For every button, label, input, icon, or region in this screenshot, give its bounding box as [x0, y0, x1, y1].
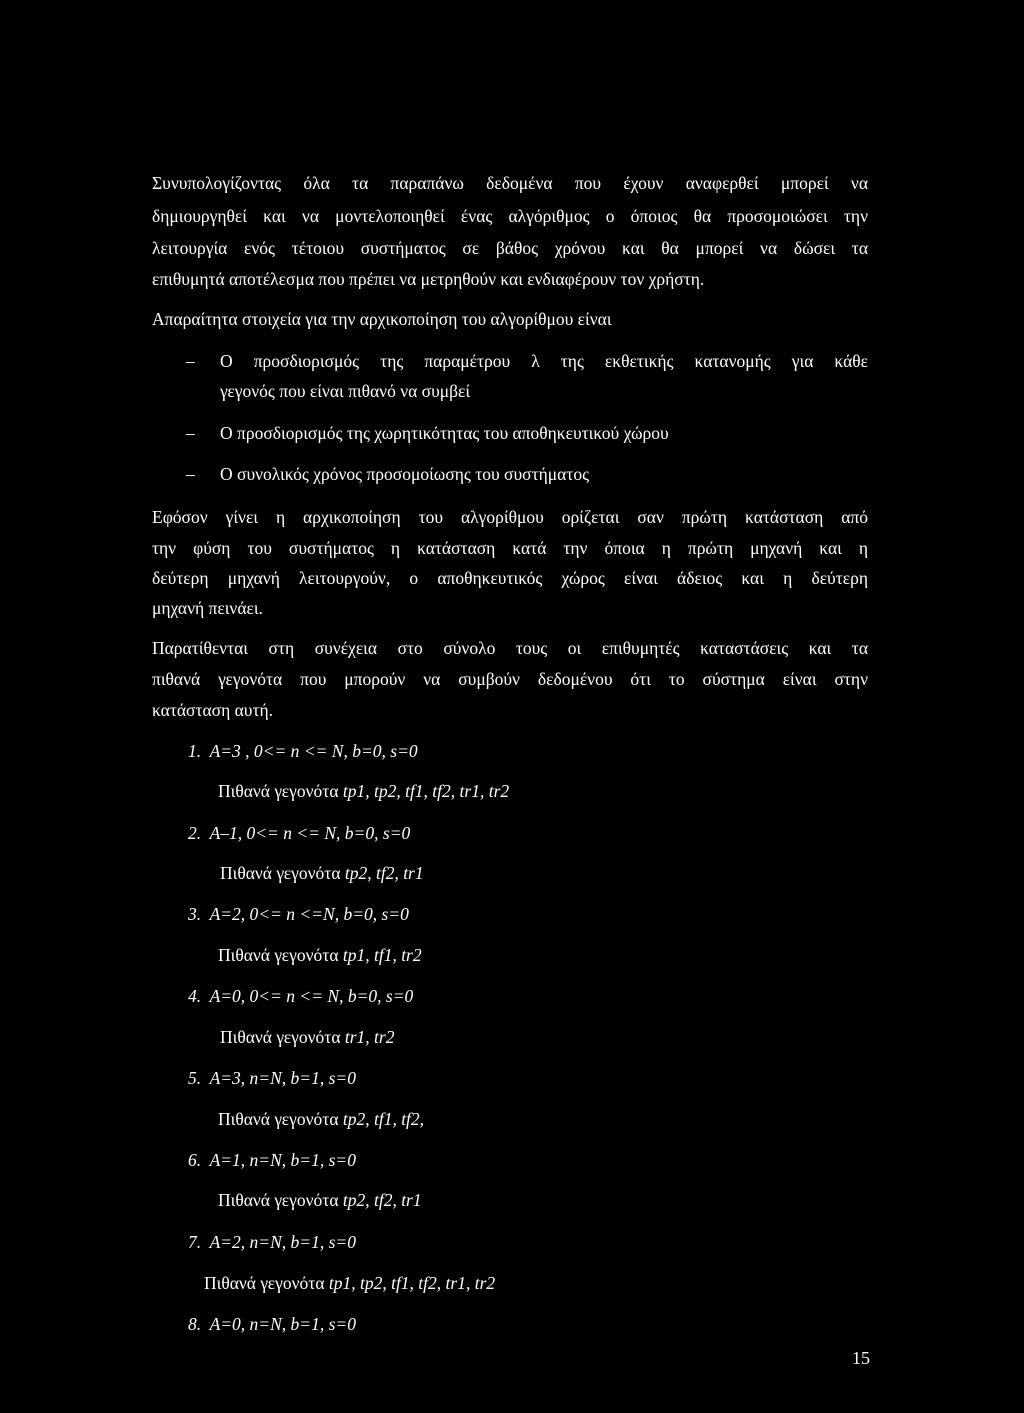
- bullet-1-line-1: Ο προσδιορισμός της παραμέτρου λ της εκθετικής κατανομής για κάθε: [220, 351, 868, 371]
- paragraph-1-line-1: Συνυπολογίζοντας όλα τα παραπάνω δεδομένα που έχουν αναφερθεί μπορεί να: [152, 173, 868, 193]
- state-condition: A–1, 0<= n <= N, b=0, s=0: [209, 823, 411, 843]
- bullet-1-dash: –: [186, 351, 195, 371]
- state-condition: A=0, n=N, b=1, s=0: [209, 1314, 356, 1334]
- state-item-5: [188, 1067, 356, 1089]
- paragraph-1-line-3: λειτουργία ενός τέτοιου συστήματος σε βάθος χρόνου και θα μπορεί να δώσει τα: [152, 238, 868, 258]
- events-label: Πιθανά γεγονότα: [218, 1109, 339, 1129]
- paragraph-4-line-2: πιθανά γεγονότα που μπορούν να συμβούν δεδομένου ότι το σύστημα είναι στην: [152, 669, 868, 689]
- state-item-3: [188, 903, 409, 925]
- state-events-4: [220, 1026, 394, 1048]
- state-condition: A=2, n=N, b=1, s=0: [209, 1232, 356, 1252]
- events-label: Πιθανά γεγονότα: [218, 781, 339, 801]
- events-label: Πιθανά γεγονότα: [218, 945, 339, 965]
- state-events-2: [220, 862, 424, 884]
- events-list: tp2, tf1, tf2,: [342, 1109, 425, 1129]
- state-events-6: [218, 1189, 422, 1211]
- bullet-3-dash: –: [186, 464, 195, 484]
- paragraph-1-line-2: δημιουργηθεί και να μοντελοποιηθεί ένας αλγόριθμος ο όποιος θα προσομοιώσει την: [152, 206, 868, 226]
- bullet-1-line-2: γεγονός που είναι πιθανό να συμβεί: [220, 381, 471, 401]
- paragraph-4-line-3: κατάσταση αυτή.: [152, 700, 274, 720]
- state-events-1: [218, 780, 509, 802]
- state-number: 6.: [188, 1150, 202, 1170]
- state-events-7: [204, 1272, 495, 1294]
- state-condition: A=0, 0<= n <= N, b=0, s=0: [209, 986, 414, 1006]
- state-item-4: [188, 985, 413, 1007]
- state-item-2: [188, 822, 410, 844]
- bullet-2: Ο προσδιορισμός της χωρητικότητας του αποθηκευτικού χώρου: [220, 423, 669, 443]
- state-item-6: [188, 1149, 356, 1171]
- state-events-3: [218, 944, 422, 966]
- paragraph-3-line-4: μηχανή πεινάει.: [152, 598, 263, 618]
- state-number: 7.: [188, 1232, 202, 1252]
- events-label: Πιθανά γεγονότα: [220, 863, 341, 883]
- state-item-7: [188, 1231, 356, 1253]
- state-item-1: [188, 740, 418, 762]
- state-number: 3.: [188, 904, 202, 924]
- state-number: 8.: [188, 1314, 202, 1334]
- events-list: tp1, tf1, tr2: [342, 945, 422, 965]
- paragraph-1-line-4: επιθυμητά αποτέλεσμα που πρέπει να μετρηθούν και ενδιαφέρουν τον χρήστη.: [152, 269, 705, 289]
- state-condition: A=2, 0<= n <=N, b=0, s=0: [209, 904, 409, 924]
- state-condition: A=3, n=N, b=1, s=0: [209, 1068, 356, 1088]
- state-number: 1.: [188, 741, 202, 761]
- state-number: 5.: [188, 1068, 202, 1088]
- state-condition: A=1, n=N, b=1, s=0: [209, 1150, 356, 1170]
- events-list: tp1, tp2, tf1, tf2, tr1, tr2: [328, 1273, 496, 1293]
- paragraph-4-line-1: Παρατίθενται στη συνέχεια στο σύνολο τους οι επιθυμητές καταστάσεις και τα: [152, 638, 868, 658]
- events-list: tr1, tr2: [344, 1027, 395, 1047]
- bullet-3: Ο συνολικός χρόνος προσομοίωσης του συστήματος: [220, 464, 590, 484]
- events-list: tp2, tf2, tr1: [342, 1190, 422, 1210]
- state-number: 4.: [188, 986, 202, 1006]
- bullet-2-dash: –: [186, 423, 195, 443]
- events-label: Πιθανά γεγονότα: [218, 1190, 339, 1210]
- paragraph-3-line-1: Εφόσον γίνει η αρχικοποίηση του αλγορίθμου ορίζεται σαν πρώτη κατάσταση από: [152, 507, 868, 527]
- events-list: tp2, tf2, tr1: [344, 863, 424, 883]
- state-item-8: [188, 1313, 356, 1335]
- state-number: 2.: [188, 823, 202, 843]
- page-number: 15: [852, 1348, 870, 1368]
- events-label: Πιθανά γεγονότα: [220, 1027, 341, 1047]
- events-list: tp1, tp2, tf1, tf2, tr1, tr2: [342, 781, 510, 801]
- paragraph-3-line-3: δεύτερη μηχανή λειτουργούν, ο αποθηκευτικός χώρος είναι άδειος και η δεύτερη: [152, 568, 868, 588]
- paragraph-3-line-2: την φύση του συστήματος η κατάσταση κατά την όποια η πρώτη μηχανή και η: [152, 538, 868, 558]
- paragraph-2: Απαραίτητα στοιχεία για την αρχικοποίηση του αλγορίθμου είναι: [152, 309, 612, 329]
- events-label: Πιθανά γεγονότα: [204, 1273, 325, 1293]
- state-events-5: [218, 1108, 424, 1130]
- state-condition: A=3 , 0<= n <= N, b=0, s=0: [209, 741, 418, 761]
